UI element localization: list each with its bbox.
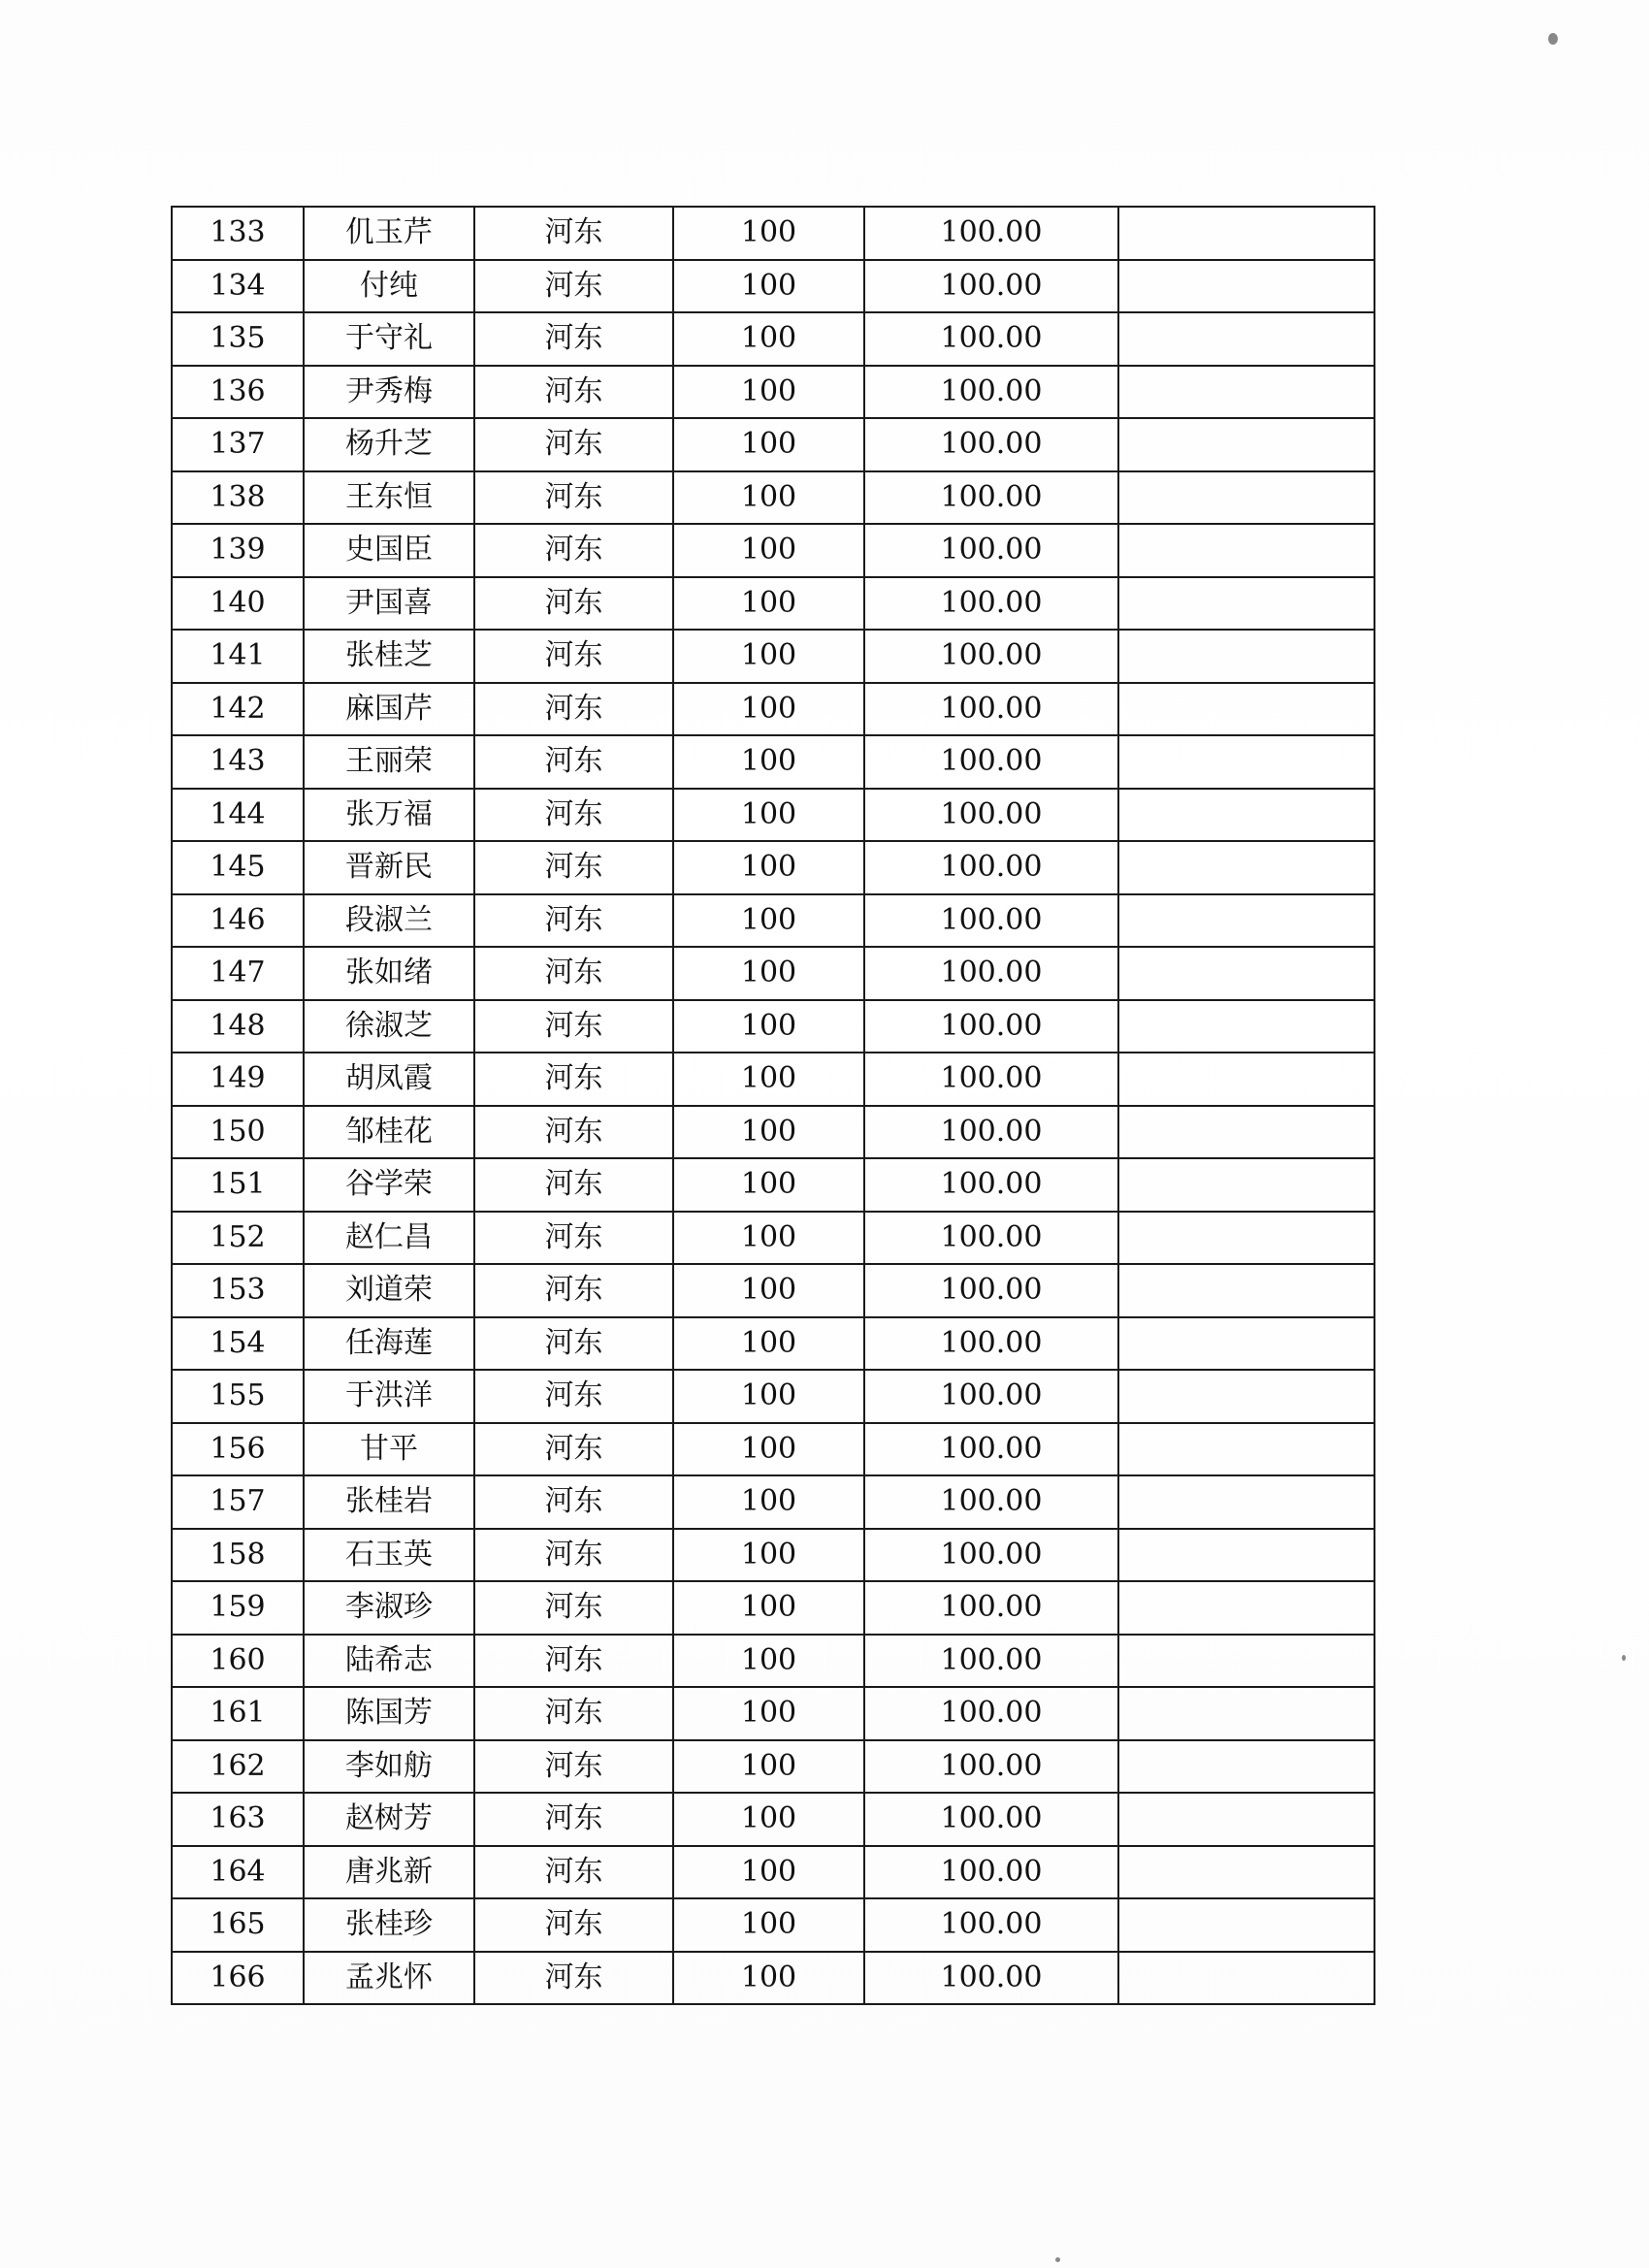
note-cell bbox=[1118, 1740, 1374, 1794]
person-name-cell: 王丽荣 bbox=[304, 735, 474, 789]
amount-cell: 100.00 bbox=[864, 1475, 1118, 1529]
amount-cell: 100.00 bbox=[864, 1212, 1118, 1265]
person-name-cell: 赵仁昌 bbox=[304, 1212, 474, 1265]
count-cell: 100 bbox=[673, 1740, 864, 1794]
amount-cell: 100.00 bbox=[864, 418, 1118, 471]
note-cell bbox=[1118, 1846, 1374, 1899]
area-cell: 河东 bbox=[474, 683, 673, 736]
table-row bbox=[172, 1740, 1374, 1794]
note-cell bbox=[1118, 1317, 1374, 1371]
note-cell bbox=[1118, 735, 1374, 789]
table-row bbox=[172, 1053, 1374, 1106]
area-cell: 河东 bbox=[474, 312, 673, 366]
person-name-cell: 杨升芝 bbox=[304, 418, 474, 471]
row-number-cell: 144 bbox=[172, 789, 304, 842]
area-cell: 河东 bbox=[474, 1475, 673, 1529]
table-row bbox=[172, 735, 1374, 789]
note-cell bbox=[1118, 1581, 1374, 1635]
area-cell: 河东 bbox=[474, 1898, 673, 1952]
table-row bbox=[172, 1106, 1374, 1159]
count-cell: 100 bbox=[673, 471, 864, 525]
amount-cell: 100.00 bbox=[864, 1529, 1118, 1582]
count-cell: 100 bbox=[673, 735, 864, 789]
row-number-cell: 165 bbox=[172, 1898, 304, 1952]
row-number-cell: 133 bbox=[172, 207, 304, 260]
table-row bbox=[172, 1793, 1374, 1846]
note-cell bbox=[1118, 1529, 1374, 1582]
table-row bbox=[172, 1581, 1374, 1635]
person-name-cell: 邹桂花 bbox=[304, 1106, 474, 1159]
table-row bbox=[172, 577, 1374, 631]
amount-cell: 100.00 bbox=[864, 1053, 1118, 1106]
amount-cell: 100.00 bbox=[864, 789, 1118, 842]
table-row bbox=[172, 1212, 1374, 1265]
count-cell: 100 bbox=[673, 1687, 864, 1740]
table-row bbox=[172, 1952, 1374, 2005]
area-cell: 河东 bbox=[474, 207, 673, 260]
amount-cell: 100.00 bbox=[864, 207, 1118, 260]
amount-cell: 100.00 bbox=[864, 1846, 1118, 1899]
count-cell: 100 bbox=[673, 1793, 864, 1846]
table-row bbox=[172, 1317, 1374, 1371]
row-number-cell: 134 bbox=[172, 260, 304, 313]
note-cell bbox=[1118, 789, 1374, 842]
amount-cell: 100.00 bbox=[864, 1793, 1118, 1846]
amount-cell: 100.00 bbox=[864, 471, 1118, 525]
count-cell: 100 bbox=[673, 894, 864, 948]
area-cell: 河东 bbox=[474, 735, 673, 789]
row-number-cell: 154 bbox=[172, 1317, 304, 1371]
count-cell: 100 bbox=[673, 524, 864, 577]
area-cell: 河东 bbox=[474, 1264, 673, 1317]
table-row bbox=[172, 1635, 1374, 1688]
row-number-cell: 155 bbox=[172, 1370, 304, 1423]
area-cell: 河东 bbox=[474, 1000, 673, 1053]
note-cell bbox=[1118, 1212, 1374, 1265]
table-row bbox=[172, 1475, 1374, 1529]
row-number-cell: 164 bbox=[172, 1846, 304, 1899]
amount-cell: 100.00 bbox=[864, 1370, 1118, 1423]
count-cell: 100 bbox=[673, 1000, 864, 1053]
note-cell bbox=[1118, 207, 1374, 260]
note-cell bbox=[1118, 1475, 1374, 1529]
count-cell: 100 bbox=[673, 418, 864, 471]
person-name-cell: 于洪洋 bbox=[304, 1370, 474, 1423]
amount-cell: 100.00 bbox=[864, 524, 1118, 577]
row-number-cell: 145 bbox=[172, 841, 304, 894]
note-cell bbox=[1118, 841, 1374, 894]
row-number-cell: 147 bbox=[172, 947, 304, 1000]
row-number-cell: 139 bbox=[172, 524, 304, 577]
roster-body bbox=[172, 207, 1374, 2004]
count-cell: 100 bbox=[673, 1370, 864, 1423]
table-row bbox=[172, 1846, 1374, 1899]
note-cell bbox=[1118, 1423, 1374, 1476]
area-cell: 河东 bbox=[474, 1581, 673, 1635]
amount-cell: 100.00 bbox=[864, 1264, 1118, 1317]
area-cell: 河东 bbox=[474, 1053, 673, 1106]
person-name-cell: 张桂芝 bbox=[304, 630, 474, 683]
amount-cell: 100.00 bbox=[864, 1423, 1118, 1476]
person-name-cell: 任海莲 bbox=[304, 1317, 474, 1371]
area-cell: 河东 bbox=[474, 1635, 673, 1688]
count-cell: 100 bbox=[673, 1898, 864, 1952]
person-name-cell: 晋新民 bbox=[304, 841, 474, 894]
note-cell bbox=[1118, 1370, 1374, 1423]
person-name-cell: 孟兆怀 bbox=[304, 1952, 474, 2005]
row-number-cell: 161 bbox=[172, 1687, 304, 1740]
row-number-cell: 153 bbox=[172, 1264, 304, 1317]
note-cell bbox=[1118, 1264, 1374, 1317]
area-cell: 河东 bbox=[474, 260, 673, 313]
scan-speck bbox=[1622, 1655, 1626, 1661]
note-cell bbox=[1118, 1053, 1374, 1106]
area-cell: 河东 bbox=[474, 1687, 673, 1740]
count-cell: 100 bbox=[673, 1317, 864, 1371]
person-name-cell: 赵树芳 bbox=[304, 1793, 474, 1846]
row-number-cell: 162 bbox=[172, 1740, 304, 1794]
person-name-cell: 石玉英 bbox=[304, 1529, 474, 1582]
count-cell: 100 bbox=[673, 1106, 864, 1159]
amount-cell: 100.00 bbox=[864, 366, 1118, 419]
count-cell: 100 bbox=[673, 366, 864, 419]
table-row bbox=[172, 207, 1374, 260]
table-row bbox=[172, 471, 1374, 525]
row-number-cell: 141 bbox=[172, 630, 304, 683]
count-cell: 100 bbox=[673, 1846, 864, 1899]
table-row bbox=[172, 789, 1374, 842]
row-number-cell: 140 bbox=[172, 577, 304, 631]
count-cell: 100 bbox=[673, 260, 864, 313]
row-number-cell: 137 bbox=[172, 418, 304, 471]
amount-cell: 100.00 bbox=[864, 630, 1118, 683]
table-row bbox=[172, 841, 1374, 894]
note-cell bbox=[1118, 312, 1374, 366]
scan-speck bbox=[1055, 2257, 1060, 2262]
table-row bbox=[172, 366, 1374, 419]
amount-cell: 100.00 bbox=[864, 1158, 1118, 1212]
area-cell: 河东 bbox=[474, 1529, 673, 1582]
row-number-cell: 146 bbox=[172, 894, 304, 948]
area-cell: 河东 bbox=[474, 1793, 673, 1846]
row-number-cell: 152 bbox=[172, 1212, 304, 1265]
note-cell bbox=[1118, 683, 1374, 736]
person-name-cell: 段淑兰 bbox=[304, 894, 474, 948]
note-cell bbox=[1118, 630, 1374, 683]
note-cell bbox=[1118, 524, 1374, 577]
person-name-cell: 陆希志 bbox=[304, 1635, 474, 1688]
count-cell: 100 bbox=[673, 1475, 864, 1529]
area-cell: 河东 bbox=[474, 789, 673, 842]
amount-cell: 100.00 bbox=[864, 312, 1118, 366]
row-number-cell: 138 bbox=[172, 471, 304, 525]
row-number-cell: 143 bbox=[172, 735, 304, 789]
count-cell: 100 bbox=[673, 207, 864, 260]
person-name-cell: 仉玉芹 bbox=[304, 207, 474, 260]
row-number-cell: 150 bbox=[172, 1106, 304, 1159]
note-cell bbox=[1118, 1106, 1374, 1159]
count-cell: 100 bbox=[673, 841, 864, 894]
count-cell: 100 bbox=[673, 1053, 864, 1106]
row-number-cell: 156 bbox=[172, 1423, 304, 1476]
table-row bbox=[172, 894, 1374, 948]
person-name-cell: 张桂珍 bbox=[304, 1898, 474, 1952]
table-row bbox=[172, 260, 1374, 313]
note-cell bbox=[1118, 577, 1374, 631]
table-row bbox=[172, 630, 1374, 683]
area-cell: 河东 bbox=[474, 577, 673, 631]
table-row bbox=[172, 1158, 1374, 1212]
table-row bbox=[172, 418, 1374, 471]
row-number-cell: 157 bbox=[172, 1475, 304, 1529]
amount-cell: 100.00 bbox=[864, 1581, 1118, 1635]
person-name-cell: 张万福 bbox=[304, 789, 474, 842]
row-number-cell: 142 bbox=[172, 683, 304, 736]
person-name-cell: 胡凤霞 bbox=[304, 1053, 474, 1106]
table-row bbox=[172, 1423, 1374, 1476]
area-cell: 河东 bbox=[474, 366, 673, 419]
area-cell: 河东 bbox=[474, 1158, 673, 1212]
subsidy-roster-table bbox=[171, 206, 1375, 2005]
amount-cell: 100.00 bbox=[864, 735, 1118, 789]
count-cell: 100 bbox=[673, 1212, 864, 1265]
count-cell: 100 bbox=[673, 630, 864, 683]
row-number-cell: 148 bbox=[172, 1000, 304, 1053]
area-cell: 河东 bbox=[474, 1370, 673, 1423]
note-cell bbox=[1118, 471, 1374, 525]
table-row bbox=[172, 524, 1374, 577]
count-cell: 100 bbox=[673, 789, 864, 842]
note-cell bbox=[1118, 418, 1374, 471]
area-cell: 河东 bbox=[474, 1740, 673, 1794]
area-cell: 河东 bbox=[474, 1952, 673, 2005]
note-cell bbox=[1118, 1000, 1374, 1053]
count-cell: 100 bbox=[673, 577, 864, 631]
amount-cell: 100.00 bbox=[864, 947, 1118, 1000]
note-cell bbox=[1118, 366, 1374, 419]
table-row bbox=[172, 1687, 1374, 1740]
area-cell: 河东 bbox=[474, 947, 673, 1000]
table-row bbox=[172, 683, 1374, 736]
amount-cell: 100.00 bbox=[864, 841, 1118, 894]
area-cell: 河东 bbox=[474, 1846, 673, 1899]
person-name-cell: 徐淑芝 bbox=[304, 1000, 474, 1053]
table-row bbox=[172, 312, 1374, 366]
row-number-cell: 163 bbox=[172, 1793, 304, 1846]
count-cell: 100 bbox=[673, 1158, 864, 1212]
count-cell: 100 bbox=[673, 1423, 864, 1476]
note-cell bbox=[1118, 1635, 1374, 1688]
person-name-cell: 陈国芳 bbox=[304, 1687, 474, 1740]
area-cell: 河东 bbox=[474, 1106, 673, 1159]
note-cell bbox=[1118, 1687, 1374, 1740]
row-number-cell: 160 bbox=[172, 1635, 304, 1688]
area-cell: 河东 bbox=[474, 894, 673, 948]
scan-speck bbox=[1548, 33, 1558, 45]
area-cell: 河东 bbox=[474, 418, 673, 471]
table-row bbox=[172, 1898, 1374, 1952]
table-row bbox=[172, 1370, 1374, 1423]
person-name-cell: 于守礼 bbox=[304, 312, 474, 366]
note-cell bbox=[1118, 260, 1374, 313]
row-number-cell: 166 bbox=[172, 1952, 304, 2005]
amount-cell: 100.00 bbox=[864, 894, 1118, 948]
area-cell: 河东 bbox=[474, 841, 673, 894]
table-row bbox=[172, 947, 1374, 1000]
row-number-cell: 151 bbox=[172, 1158, 304, 1212]
person-name-cell: 麻国芹 bbox=[304, 683, 474, 736]
count-cell: 100 bbox=[673, 947, 864, 1000]
amount-cell: 100.00 bbox=[864, 683, 1118, 736]
amount-cell: 100.00 bbox=[864, 260, 1118, 313]
person-name-cell: 付纯 bbox=[304, 260, 474, 313]
count-cell: 100 bbox=[673, 683, 864, 736]
count-cell: 100 bbox=[673, 1952, 864, 2005]
person-name-cell: 张桂岩 bbox=[304, 1475, 474, 1529]
table-row bbox=[172, 1264, 1374, 1317]
person-name-cell: 李如舫 bbox=[304, 1740, 474, 1794]
amount-cell: 100.00 bbox=[864, 1687, 1118, 1740]
row-number-cell: 159 bbox=[172, 1581, 304, 1635]
count-cell: 100 bbox=[673, 1264, 864, 1317]
area-cell: 河东 bbox=[474, 1212, 673, 1265]
area-cell: 河东 bbox=[474, 1317, 673, 1371]
area-cell: 河东 bbox=[474, 524, 673, 577]
table-row bbox=[172, 1000, 1374, 1053]
count-cell: 100 bbox=[673, 1581, 864, 1635]
table-row bbox=[172, 1529, 1374, 1582]
area-cell: 河东 bbox=[474, 630, 673, 683]
amount-cell: 100.00 bbox=[864, 1317, 1118, 1371]
person-name-cell: 尹秀梅 bbox=[304, 366, 474, 419]
count-cell: 100 bbox=[673, 1635, 864, 1688]
person-name-cell: 刘道荣 bbox=[304, 1264, 474, 1317]
amount-cell: 100.00 bbox=[864, 1740, 1118, 1794]
amount-cell: 100.00 bbox=[864, 1000, 1118, 1053]
area-cell: 河东 bbox=[474, 1423, 673, 1476]
person-name-cell: 王东恒 bbox=[304, 471, 474, 525]
person-name-cell: 甘平 bbox=[304, 1423, 474, 1476]
person-name-cell: 史国臣 bbox=[304, 524, 474, 577]
note-cell bbox=[1118, 1898, 1374, 1952]
note-cell bbox=[1118, 947, 1374, 1000]
person-name-cell: 唐兆新 bbox=[304, 1846, 474, 1899]
row-number-cell: 149 bbox=[172, 1053, 304, 1106]
row-number-cell: 136 bbox=[172, 366, 304, 419]
amount-cell: 100.00 bbox=[864, 1106, 1118, 1159]
note-cell bbox=[1118, 1952, 1374, 2005]
count-cell: 100 bbox=[673, 1529, 864, 1582]
note-cell bbox=[1118, 1793, 1374, 1846]
person-name-cell: 李淑珍 bbox=[304, 1581, 474, 1635]
row-number-cell: 135 bbox=[172, 312, 304, 366]
amount-cell: 100.00 bbox=[864, 1635, 1118, 1688]
amount-cell: 100.00 bbox=[864, 1952, 1118, 2005]
note-cell bbox=[1118, 894, 1374, 948]
amount-cell: 100.00 bbox=[864, 577, 1118, 631]
note-cell bbox=[1118, 1158, 1374, 1212]
row-number-cell: 158 bbox=[172, 1529, 304, 1582]
amount-cell: 100.00 bbox=[864, 1898, 1118, 1952]
person-name-cell: 谷学荣 bbox=[304, 1158, 474, 1212]
count-cell: 100 bbox=[673, 312, 864, 366]
area-cell: 河东 bbox=[474, 471, 673, 525]
person-name-cell: 张如绪 bbox=[304, 947, 474, 1000]
person-name-cell: 尹国喜 bbox=[304, 577, 474, 631]
